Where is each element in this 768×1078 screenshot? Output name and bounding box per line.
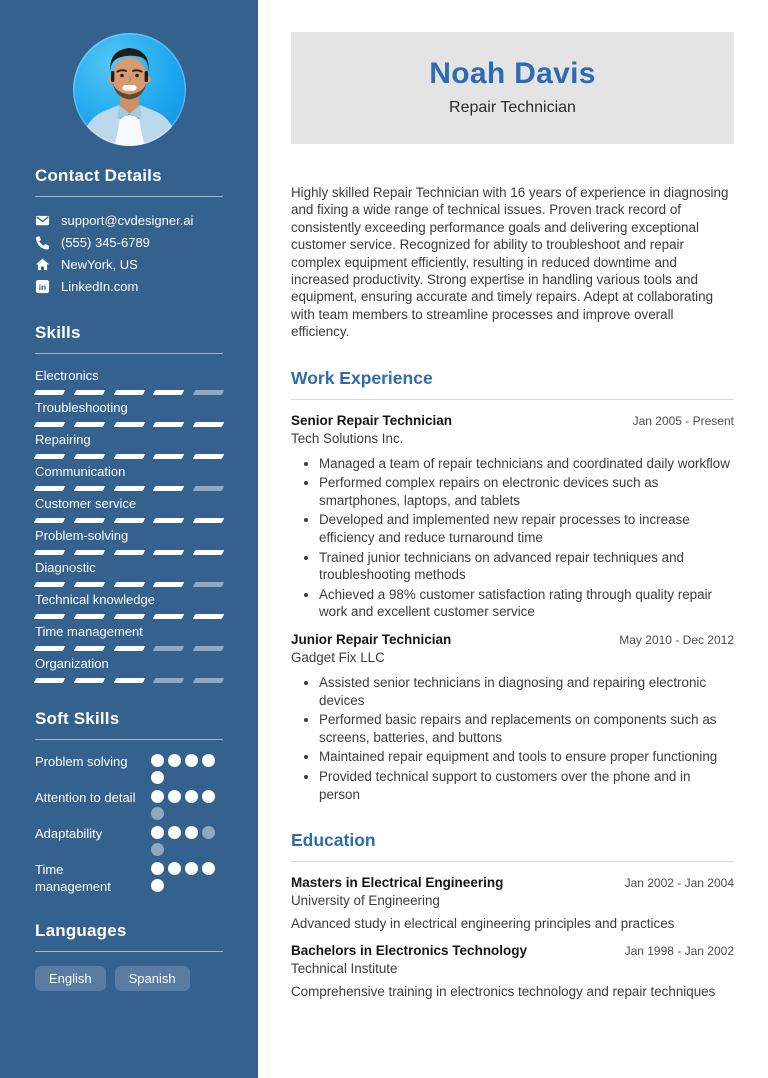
contact-text: support@cvdesigner.ai — [61, 212, 194, 228]
skill-segment-filled — [153, 518, 185, 523]
soft-skill-rating — [151, 753, 223, 784]
rating-dot-empty — [151, 807, 164, 820]
job-company: Tech Solutions Inc. — [291, 430, 404, 446]
skill-label: Communication — [35, 464, 126, 479]
skill-segment-empty — [193, 678, 225, 683]
job-entry — [291, 413, 734, 621]
skill-segment-filled — [153, 550, 185, 555]
skill-item — [35, 528, 223, 555]
job-title: Junior Repair Technician — [291, 632, 452, 647]
skill-label: Technical knowledge — [35, 592, 155, 607]
skill-item — [35, 624, 223, 651]
skill-segment-filled — [193, 454, 225, 459]
contact-text: NewYork, US — [61, 256, 138, 272]
skill-segment-filled — [113, 422, 145, 427]
skill-segment-filled — [113, 646, 145, 651]
education-header-row — [291, 875, 734, 890]
language-pill[interactable]: Spanish — [115, 966, 190, 991]
skill-label: Organization — [35, 656, 109, 671]
languages-title: Languages — [35, 921, 223, 952]
skill-label: Diagnostic — [35, 560, 96, 575]
rating-dot-filled — [151, 862, 164, 875]
candidate-role: Repair Technician — [449, 99, 576, 116]
school-name: University of Engineering — [291, 893, 440, 909]
soft-skill-item — [35, 753, 223, 784]
soft-skill-rating — [151, 825, 223, 856]
skill-segment-filled — [34, 390, 66, 395]
soft-skills-list — [35, 753, 223, 895]
skill-segment-filled — [113, 582, 145, 587]
rating-dot-filled — [202, 754, 215, 767]
skill-segment-filled — [193, 550, 225, 555]
skill-segment-filled — [153, 454, 185, 459]
job-bullets — [291, 674, 734, 803]
contact-item[interactable] — [35, 275, 223, 297]
skill-segment-empty — [193, 486, 225, 491]
soft-skills-section — [35, 709, 223, 895]
job-dates: May 2010 - Dec 2012 — [619, 633, 734, 647]
soft-skill-rating — [151, 789, 223, 820]
skill-segment-filled — [73, 422, 105, 427]
skill-level-bar — [35, 454, 223, 459]
rating-dot-filled — [151, 754, 164, 767]
rating-dot-filled — [168, 826, 181, 839]
rating-dot-filled — [185, 790, 198, 803]
skill-segment-empty — [153, 646, 185, 651]
skill-segment-filled — [34, 454, 66, 459]
skill-segment-filled — [73, 550, 105, 555]
skill-segment-filled — [34, 422, 66, 427]
phone-icon — [35, 235, 50, 250]
contact-details-title: Contact Details — [35, 166, 223, 197]
skill-level-bar — [35, 582, 223, 587]
skill-segment-filled — [193, 422, 225, 427]
contact-item[interactable] — [35, 231, 223, 253]
education-section — [291, 830, 734, 999]
contact-text: LinkedIn.com — [61, 278, 139, 294]
job-header-row — [291, 632, 734, 647]
contact-text: (555) 345-6789 — [61, 234, 150, 250]
skill-level-bar — [35, 518, 223, 523]
skill-segment-filled — [73, 390, 105, 395]
skill-segment-filled — [34, 550, 66, 555]
skill-segment-filled — [73, 454, 105, 459]
skill-segment-filled — [113, 678, 145, 683]
skill-segment-empty — [193, 646, 225, 651]
skill-label: Problem-solving — [35, 528, 129, 543]
skill-segment-filled — [153, 486, 185, 491]
education-dates: Jan 1998 - Jan 2002 — [624, 944, 734, 959]
skill-segment-filled — [34, 486, 66, 491]
bullet-item: • Assisted senior technicians in diagnosing and repairing electronic devices — [319, 674, 734, 709]
languages-section — [35, 921, 223, 991]
languages-list — [35, 966, 223, 991]
soft-skill-label: Problem solving — [35, 754, 128, 769]
avatar — [73, 33, 186, 146]
skill-item — [35, 560, 223, 587]
rating-dot-empty — [202, 826, 215, 839]
degree-title: Masters in Electrical Engineering — [291, 875, 504, 891]
education-dates: Jan 2002 - Jan 2004 — [624, 876, 734, 891]
soft-skill-item — [35, 789, 223, 820]
skill-segment-filled — [73, 614, 105, 619]
education-header-row — [291, 943, 734, 958]
rating-dot-filled — [185, 754, 198, 767]
skill-segment-filled — [113, 486, 145, 491]
header-banner — [291, 32, 734, 144]
skill-segment-filled — [153, 422, 185, 427]
skill-segment-filled — [113, 550, 145, 555]
rating-dot-filled — [151, 879, 164, 892]
skill-segment-empty — [193, 582, 225, 587]
bullet-item: • Performed basic repairs and replacements on components such as screens, batteries, and buttons — [319, 711, 734, 746]
rating-dot-filled — [202, 790, 215, 803]
skill-segment-filled — [73, 678, 105, 683]
skill-segment-filled — [73, 582, 105, 587]
bullet-item: • Achieved a 98% customer satisfaction rating through quality repair work and excellent customer service — [319, 586, 734, 621]
skill-segment-filled — [193, 614, 225, 619]
email-icon — [35, 213, 50, 228]
skill-segment-filled — [113, 518, 145, 523]
work-experience-title: Work Experience — [291, 368, 734, 400]
job-dates: Jan 2005 - Present — [632, 413, 734, 428]
skill-segment-empty — [153, 678, 185, 683]
skill-segment-filled — [34, 678, 66, 683]
skill-item — [35, 496, 223, 523]
skill-item — [35, 592, 223, 619]
bullet-item: • Trained junior technicians on advanced repair techniques and troubleshooting methods — [319, 549, 734, 584]
rating-dot-filled — [151, 790, 164, 803]
skill-segment-filled — [153, 582, 185, 587]
job-entry — [291, 632, 734, 803]
rating-dot-filled — [168, 862, 181, 875]
contact-list — [35, 209, 223, 297]
skill-segment-filled — [153, 614, 185, 619]
skill-level-bar — [35, 646, 223, 651]
rating-dot-filled — [202, 862, 215, 875]
skills-title: Skills — [35, 323, 223, 354]
soft-skill-label: Attention to detail — [35, 790, 136, 805]
candidate-name: Noah Davis — [429, 57, 596, 90]
contact-section — [35, 166, 223, 297]
rating-dot-filled — [151, 771, 164, 784]
avatar-photo-icon — [73, 33, 186, 146]
skill-item — [35, 400, 223, 427]
rating-dot-filled — [185, 826, 198, 839]
skill-item — [35, 464, 223, 491]
rating-dot-filled — [185, 862, 198, 875]
skill-level-bar — [35, 614, 223, 619]
school-name: Technical Institute — [291, 961, 398, 977]
skill-level-bar — [35, 550, 223, 555]
skill-segment-empty — [193, 390, 225, 395]
bullet-item: • Maintained repair equipment and tools to ensure proper functioning — [319, 748, 734, 766]
skill-segment-filled — [34, 646, 66, 651]
bullet-item: • Developed and implemented new repair processes to increase efficiency and reduce turnaround time — [319, 511, 734, 546]
skill-segment-filled — [113, 454, 145, 459]
rating-dot-filled — [151, 826, 164, 839]
rating-dot-filled — [168, 790, 181, 803]
bullet-item: • Managed a team of repair technicians and coordinated daily workflow — [319, 455, 734, 473]
skill-item — [35, 368, 223, 395]
sidebar — [0, 0, 258, 1078]
rating-dot-filled — [168, 754, 181, 767]
education-description: Comprehensive training in electronics technology and repair techniques — [291, 984, 716, 1000]
soft-skill-rating — [151, 861, 223, 892]
job-bullets — [291, 455, 734, 621]
skill-label: Customer service — [35, 496, 137, 511]
skill-segment-filled — [113, 390, 145, 395]
summary-text: Highly skilled Repair Technician with 16 years of experience in diagnosing and fixing a wide range of technical issues. Proven track record of consistently exceeding performance goals and delivering exceptional customer service. Recognized for ability to troubleshoot and repair complex equipment efficiently, resulting in reduced downtime and increased productivity. Strong expertise in handling various tools and equipment, ensuring accurate and timely repairs. Adept at collaborating with team members to streamline processes and improve overall efficiency. — [291, 185, 729, 340]
skill-label: Time management — [35, 624, 143, 639]
skill-segment-filled — [193, 518, 225, 523]
education-entry — [291, 943, 734, 999]
bullet-item: • Performed complex repairs on electronic devices such as smartphones, laptops, and tablets — [319, 474, 734, 509]
job-company: Gadget Fix LLC — [291, 650, 385, 665]
language-pill[interactable]: English — [35, 966, 106, 991]
home-icon — [35, 257, 50, 272]
skill-level-bar — [35, 422, 223, 427]
work-experience-section — [291, 368, 734, 804]
soft-skill-item — [35, 825, 223, 856]
rating-dot-empty — [151, 843, 164, 856]
skill-segment-filled — [153, 390, 185, 395]
soft-skills-title: Soft Skills — [35, 709, 223, 740]
skill-level-bar — [35, 390, 223, 395]
svg-text:in: in — [38, 281, 47, 292]
skill-level-bar — [35, 678, 223, 683]
education-description: Advanced study in electrical engineering principles and practices — [291, 916, 675, 932]
degree-title: Bachelors in Electronics Technology — [291, 943, 528, 959]
skills-section — [35, 323, 223, 683]
skill-label: Electronics — [35, 368, 99, 383]
contact-item[interactable] — [35, 209, 223, 231]
education-entry — [291, 875, 734, 931]
skills-list — [35, 368, 223, 683]
skill-segment-filled — [73, 646, 105, 651]
skill-label: Troubleshooting — [35, 400, 128, 415]
skill-segment-filled — [34, 614, 66, 619]
skill-item — [35, 432, 223, 459]
skill-segment-filled — [73, 486, 105, 491]
soft-skill-label: Time management — [35, 862, 111, 894]
skill-segment-filled — [73, 518, 105, 523]
skill-item — [35, 656, 223, 683]
job-title: Senior Repair Technician — [291, 412, 453, 428]
skill-segment-filled — [34, 518, 66, 523]
linkedin-icon — [35, 279, 50, 294]
soft-skill-label: Adaptability — [35, 826, 103, 841]
bullet-item: • Provided technical support to customers over the phone and in person — [319, 768, 734, 803]
soft-skill-item — [35, 861, 223, 895]
job-header-row — [291, 413, 734, 428]
contact-item[interactable] — [35, 253, 223, 275]
education-title: Education — [291, 830, 734, 862]
main-content — [258, 0, 768, 1078]
skill-segment-filled — [34, 582, 66, 587]
skill-label: Repairing — [35, 432, 91, 447]
skill-segment-filled — [113, 614, 145, 619]
skill-level-bar — [35, 486, 223, 491]
